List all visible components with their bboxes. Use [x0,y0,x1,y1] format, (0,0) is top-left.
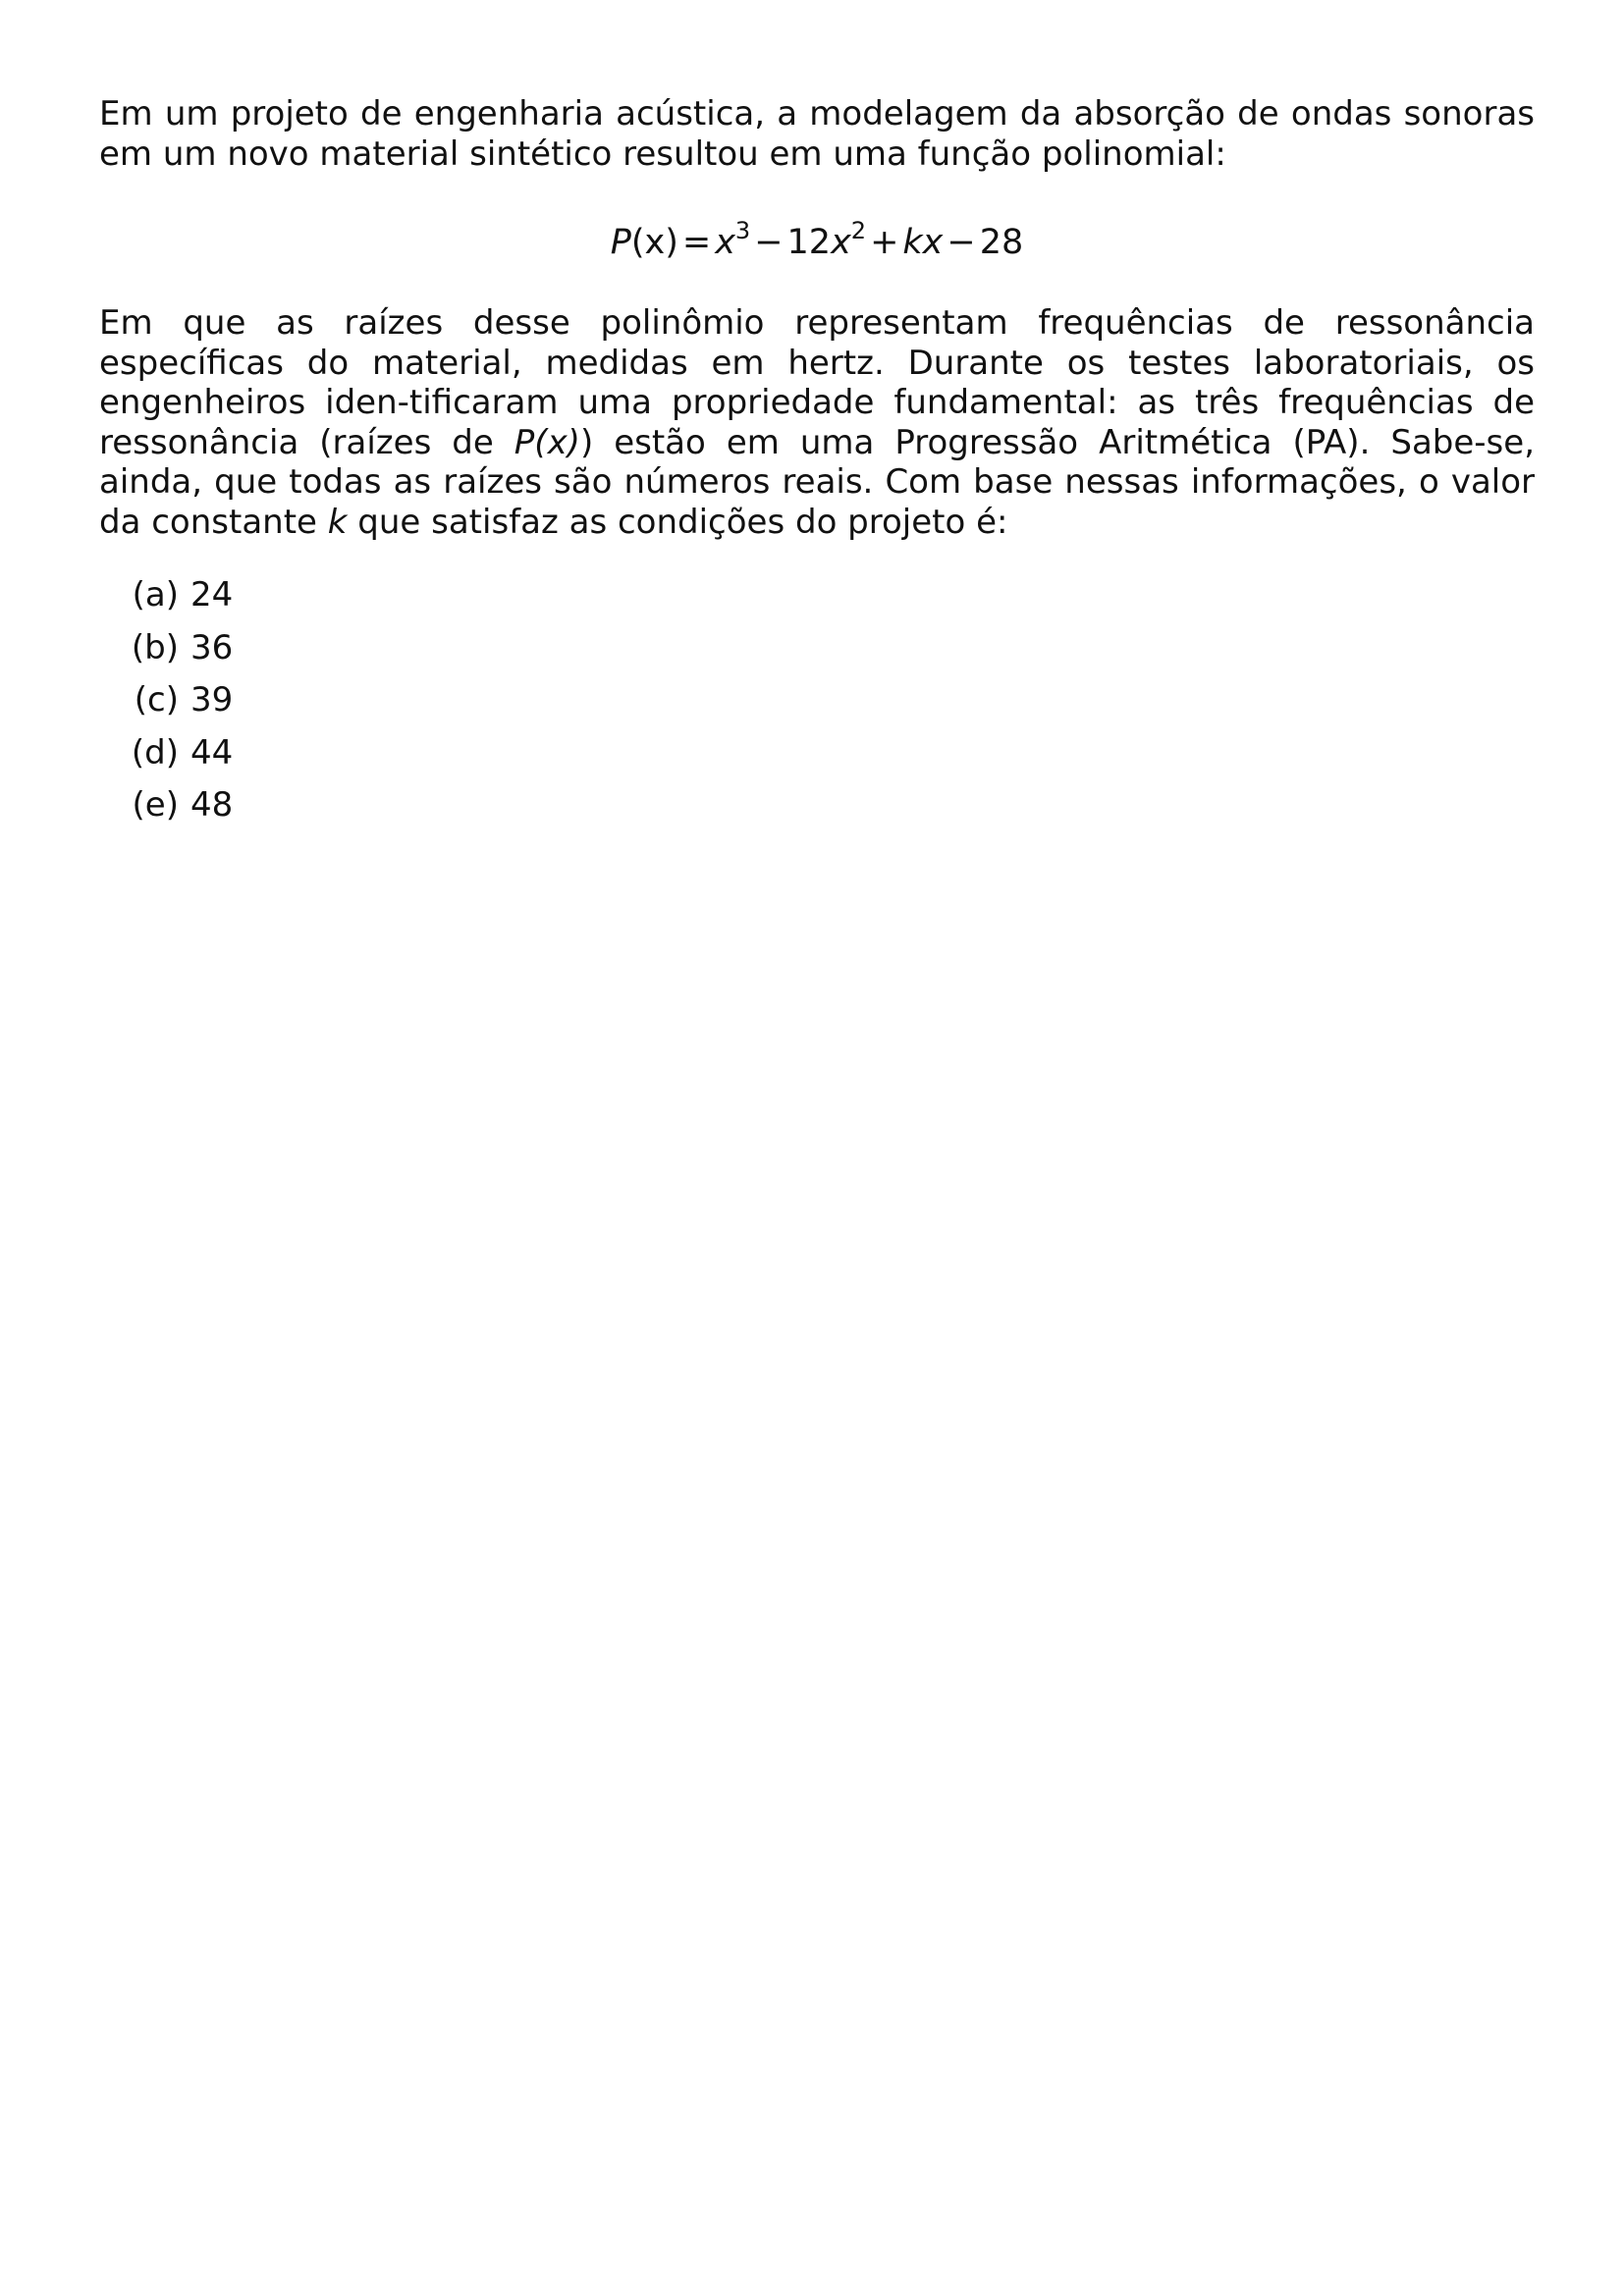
question-body-px: P(x) [514,422,580,462]
formula-term1-exp: 3 [734,217,751,244]
formula-op1: − [754,223,784,262]
formula-term2-coef: 12 [786,223,832,262]
formula-term3: kx [902,223,944,262]
option-e[interactable] [99,785,1535,838]
option-label: (e) [132,785,179,825]
option-label: (a) [132,575,179,614]
option-value: 48 [190,785,234,825]
question-body-part2: ) estão em uma Progressão Aritmética (PA). Sabe-se, ainda, que todas as raízes são números reais. Com base nessas informações, o valor da constante [99,422,1535,542]
option-c[interactable] [99,680,1535,733]
answer-options [99,575,1535,838]
formula-term1-base: x [715,223,735,262]
option-label: (c) [134,680,179,720]
formula-term2-base: x [831,223,851,262]
option-value: 24 [190,575,234,614]
option-label: (b) [131,627,179,667]
question-page [99,94,1535,838]
option-label: (d) [131,732,179,773]
question-body [99,303,1535,542]
formula-func-arg: (x) [630,223,678,262]
formula-term4: 28 [979,223,1024,262]
option-a[interactable] [99,575,1535,628]
question-body-part3: que satisfaz as condições do projeto é: [347,502,1008,542]
option-b[interactable] [99,628,1535,681]
formula-op3: − [947,223,976,262]
option-value: 39 [190,680,234,720]
formula-term2-exp: 2 [850,217,867,244]
question-body-k: k [327,502,348,542]
question-body-part1: Em que as raízes desse polinômio representam frequências de ressonância específicas do material, medidas em hertz. Durante os testes laboratoriais, os engenheiros iden-tificaram uma propriedade fundamental: as três frequências de ressonância (raízes de [99,303,1535,462]
formula-func-name: P [610,223,631,262]
question-intro: Em um projeto de engenharia acústica, a modelagem da absorção de ondas sonoras em um novo material sintético resultou em uma função polinomial: [99,94,1535,174]
option-value: 44 [190,732,234,773]
polynomial-formula [99,217,1535,264]
option-d[interactable] [99,733,1535,786]
formula-op2: + [870,223,899,262]
option-value: 36 [190,627,234,667]
formula-equals: = [681,223,712,262]
